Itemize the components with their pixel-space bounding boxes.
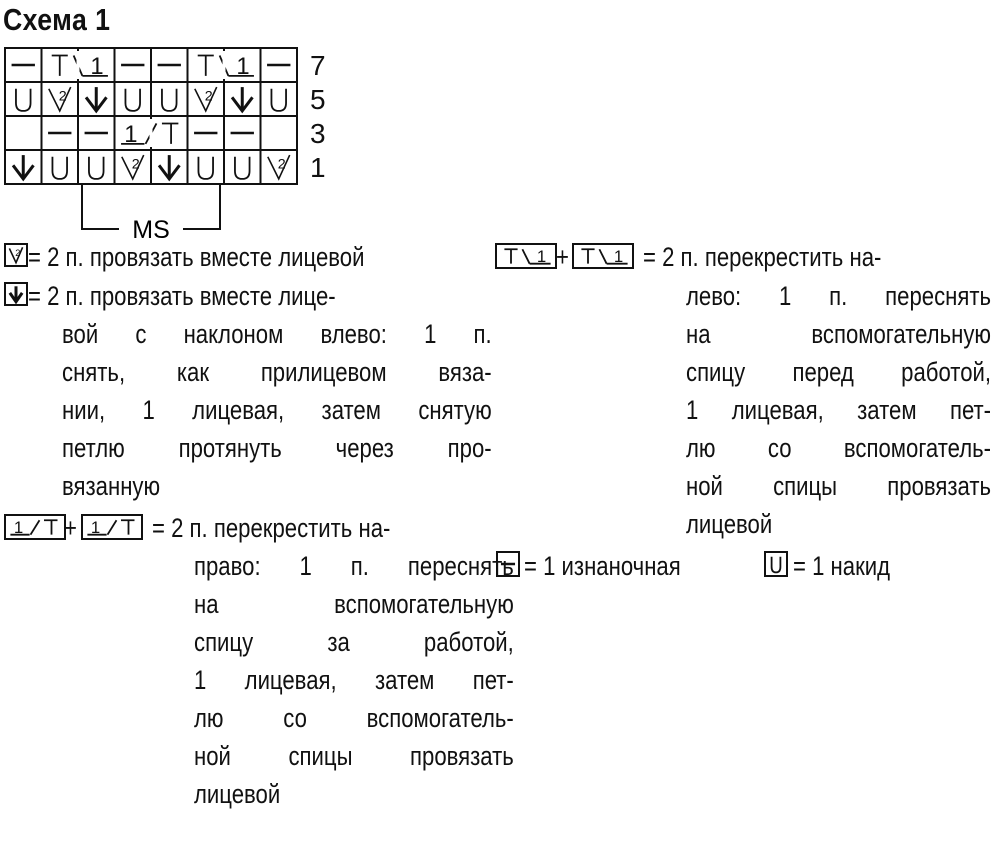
legend-cross-right-text: = 2 п. перекрестить на-: [152, 513, 391, 543]
legend-cross-left-line: 1 лицевая, затем пет-: [686, 395, 992, 425]
legend-cross-right-line: спицу за работой,: [194, 627, 514, 657]
legend-cross-right-desc: [194, 547, 514, 813]
chart-cell-yo: [42, 150, 79, 184]
svg-text:2: 2: [277, 156, 286, 173]
chart-cell-k2tog: [261, 150, 298, 184]
chart-cell-empty: [5, 116, 42, 150]
chart-cell-yo: [78, 150, 115, 184]
cross-left-icon-a: [496, 244, 556, 268]
chart-cell-purl: [78, 116, 115, 150]
legend-cross-right-line: ной спицы провязать: [194, 741, 514, 771]
row-number: 3: [310, 118, 326, 149]
cross-right-icon-b: [82, 515, 142, 539]
chart-cell-purl: [261, 48, 298, 82]
chart-grid: [5, 48, 297, 184]
chart-cell-cross-left-b: [78, 48, 115, 82]
yo-icon: [765, 552, 787, 576]
legend-cross-left-text: = 2 п. перекрестить на-: [643, 242, 882, 272]
chart-cell-cross-right-b: [151, 116, 188, 150]
legend-cross-right-plus: +: [64, 513, 77, 543]
svg-text:2: 2: [58, 88, 67, 105]
chart-title: Схема 1: [3, 2, 111, 37]
legend-ssk-desc: [62, 315, 492, 505]
svg-text:1: 1: [613, 247, 624, 267]
chart-cell-cross-left-a: [188, 48, 229, 82]
legend-cross-left-line: спицу перед работой,: [686, 357, 992, 387]
cross-left-icon-b: [573, 244, 633, 268]
row-number: 5: [310, 84, 326, 115]
chart-cell-yo: [261, 82, 298, 116]
svg-text:2: 2: [131, 156, 140, 173]
chart-cell-yo: [188, 150, 225, 184]
legend-ssk-line: снять, как прилицевом вяза-: [62, 357, 492, 387]
legend-cross-left-plus: +: [556, 242, 569, 272]
chart-cell-purl: [188, 116, 225, 150]
legend-cross-left-line: на вспомогательную: [686, 319, 992, 349]
svg-text:1: 1: [236, 52, 250, 80]
ssk-icon: [5, 283, 27, 305]
chart-cell-purl: [42, 116, 79, 150]
svg-text:2: 2: [15, 248, 21, 259]
svg-text:1: 1: [536, 247, 547, 267]
repeat-label: MS: [132, 216, 170, 244]
legend-cross-right-line: лицевой: [194, 779, 281, 809]
legend-ssk-line: нии, 1 лицевая, затем снятую: [62, 395, 492, 425]
repeat-bracket: [82, 185, 220, 244]
legend-cross-left-line: лицевой: [686, 509, 773, 539]
k2tog-icon: [5, 244, 27, 266]
chart-cell-cross-left-b: [224, 48, 261, 82]
chart-cell-yo: [224, 150, 261, 184]
legend-cross-left-line: ной спицы провязать: [686, 471, 992, 501]
legend-cross-right-line: лю со вспомогатель-: [194, 703, 514, 733]
legend-cross-left-line: лево: 1 п. переснять: [686, 281, 992, 311]
chart-cell-ssk: [224, 82, 261, 116]
chart-cell-yo: [115, 82, 152, 116]
chart-cell-ssk: [78, 82, 115, 116]
chart-cell-ssk: [5, 150, 42, 184]
legend-cross-left-desc: [686, 277, 991, 543]
legend-yo-text: = 1 накид: [793, 551, 891, 581]
legend-cross-right-line: на вспомогательную: [194, 589, 514, 619]
row-number: 7: [310, 50, 326, 81]
svg-text:1: 1: [124, 120, 138, 148]
row-number: 1: [310, 152, 326, 183]
legend-purl-text: = 1 изнаночная: [524, 551, 681, 581]
chart-cell-ssk: [151, 150, 188, 184]
chart-cell-purl: [151, 48, 188, 82]
chart-cell-cross-left-a: [42, 48, 83, 82]
svg-text:1: 1: [13, 518, 24, 538]
cross-right-icon-a: [5, 515, 65, 539]
chart-cell-yo: [151, 82, 188, 116]
chart-cell-yo: [5, 82, 42, 116]
chart-cell-k2tog: [188, 82, 225, 116]
chart-cell-purl: [224, 116, 261, 150]
svg-text:2: 2: [204, 88, 213, 105]
legend-cross-left-line: лю со вспомогатель-: [686, 433, 992, 463]
legend-ssk-line: петлю протянуть через про-: [62, 433, 492, 463]
chart-cell-k2tog: [115, 150, 152, 184]
legend-ssk-line: вой с наклоном влево: 1 п.: [62, 319, 492, 349]
svg-text:1: 1: [90, 52, 104, 80]
row-numbers: [310, 50, 326, 183]
chart-cell-k2tog: [42, 82, 79, 116]
legend-ssk-text: = 2 п. провязать вместе лице-: [28, 281, 336, 311]
chart-cell-purl: [5, 48, 42, 82]
svg-text:1: 1: [90, 518, 101, 538]
legend-cross-right-line: 1 лицевая, затем пет-: [194, 665, 514, 695]
legend-ssk-line: вязанную: [62, 471, 161, 501]
legend-cross-right-line: право: 1 п. переснять: [194, 551, 514, 581]
chart-cell-empty: [261, 116, 298, 150]
legend-k2tog-text: = 2 п. провязать вместе лицевой: [28, 242, 365, 272]
chart-cell-purl: [115, 48, 152, 82]
